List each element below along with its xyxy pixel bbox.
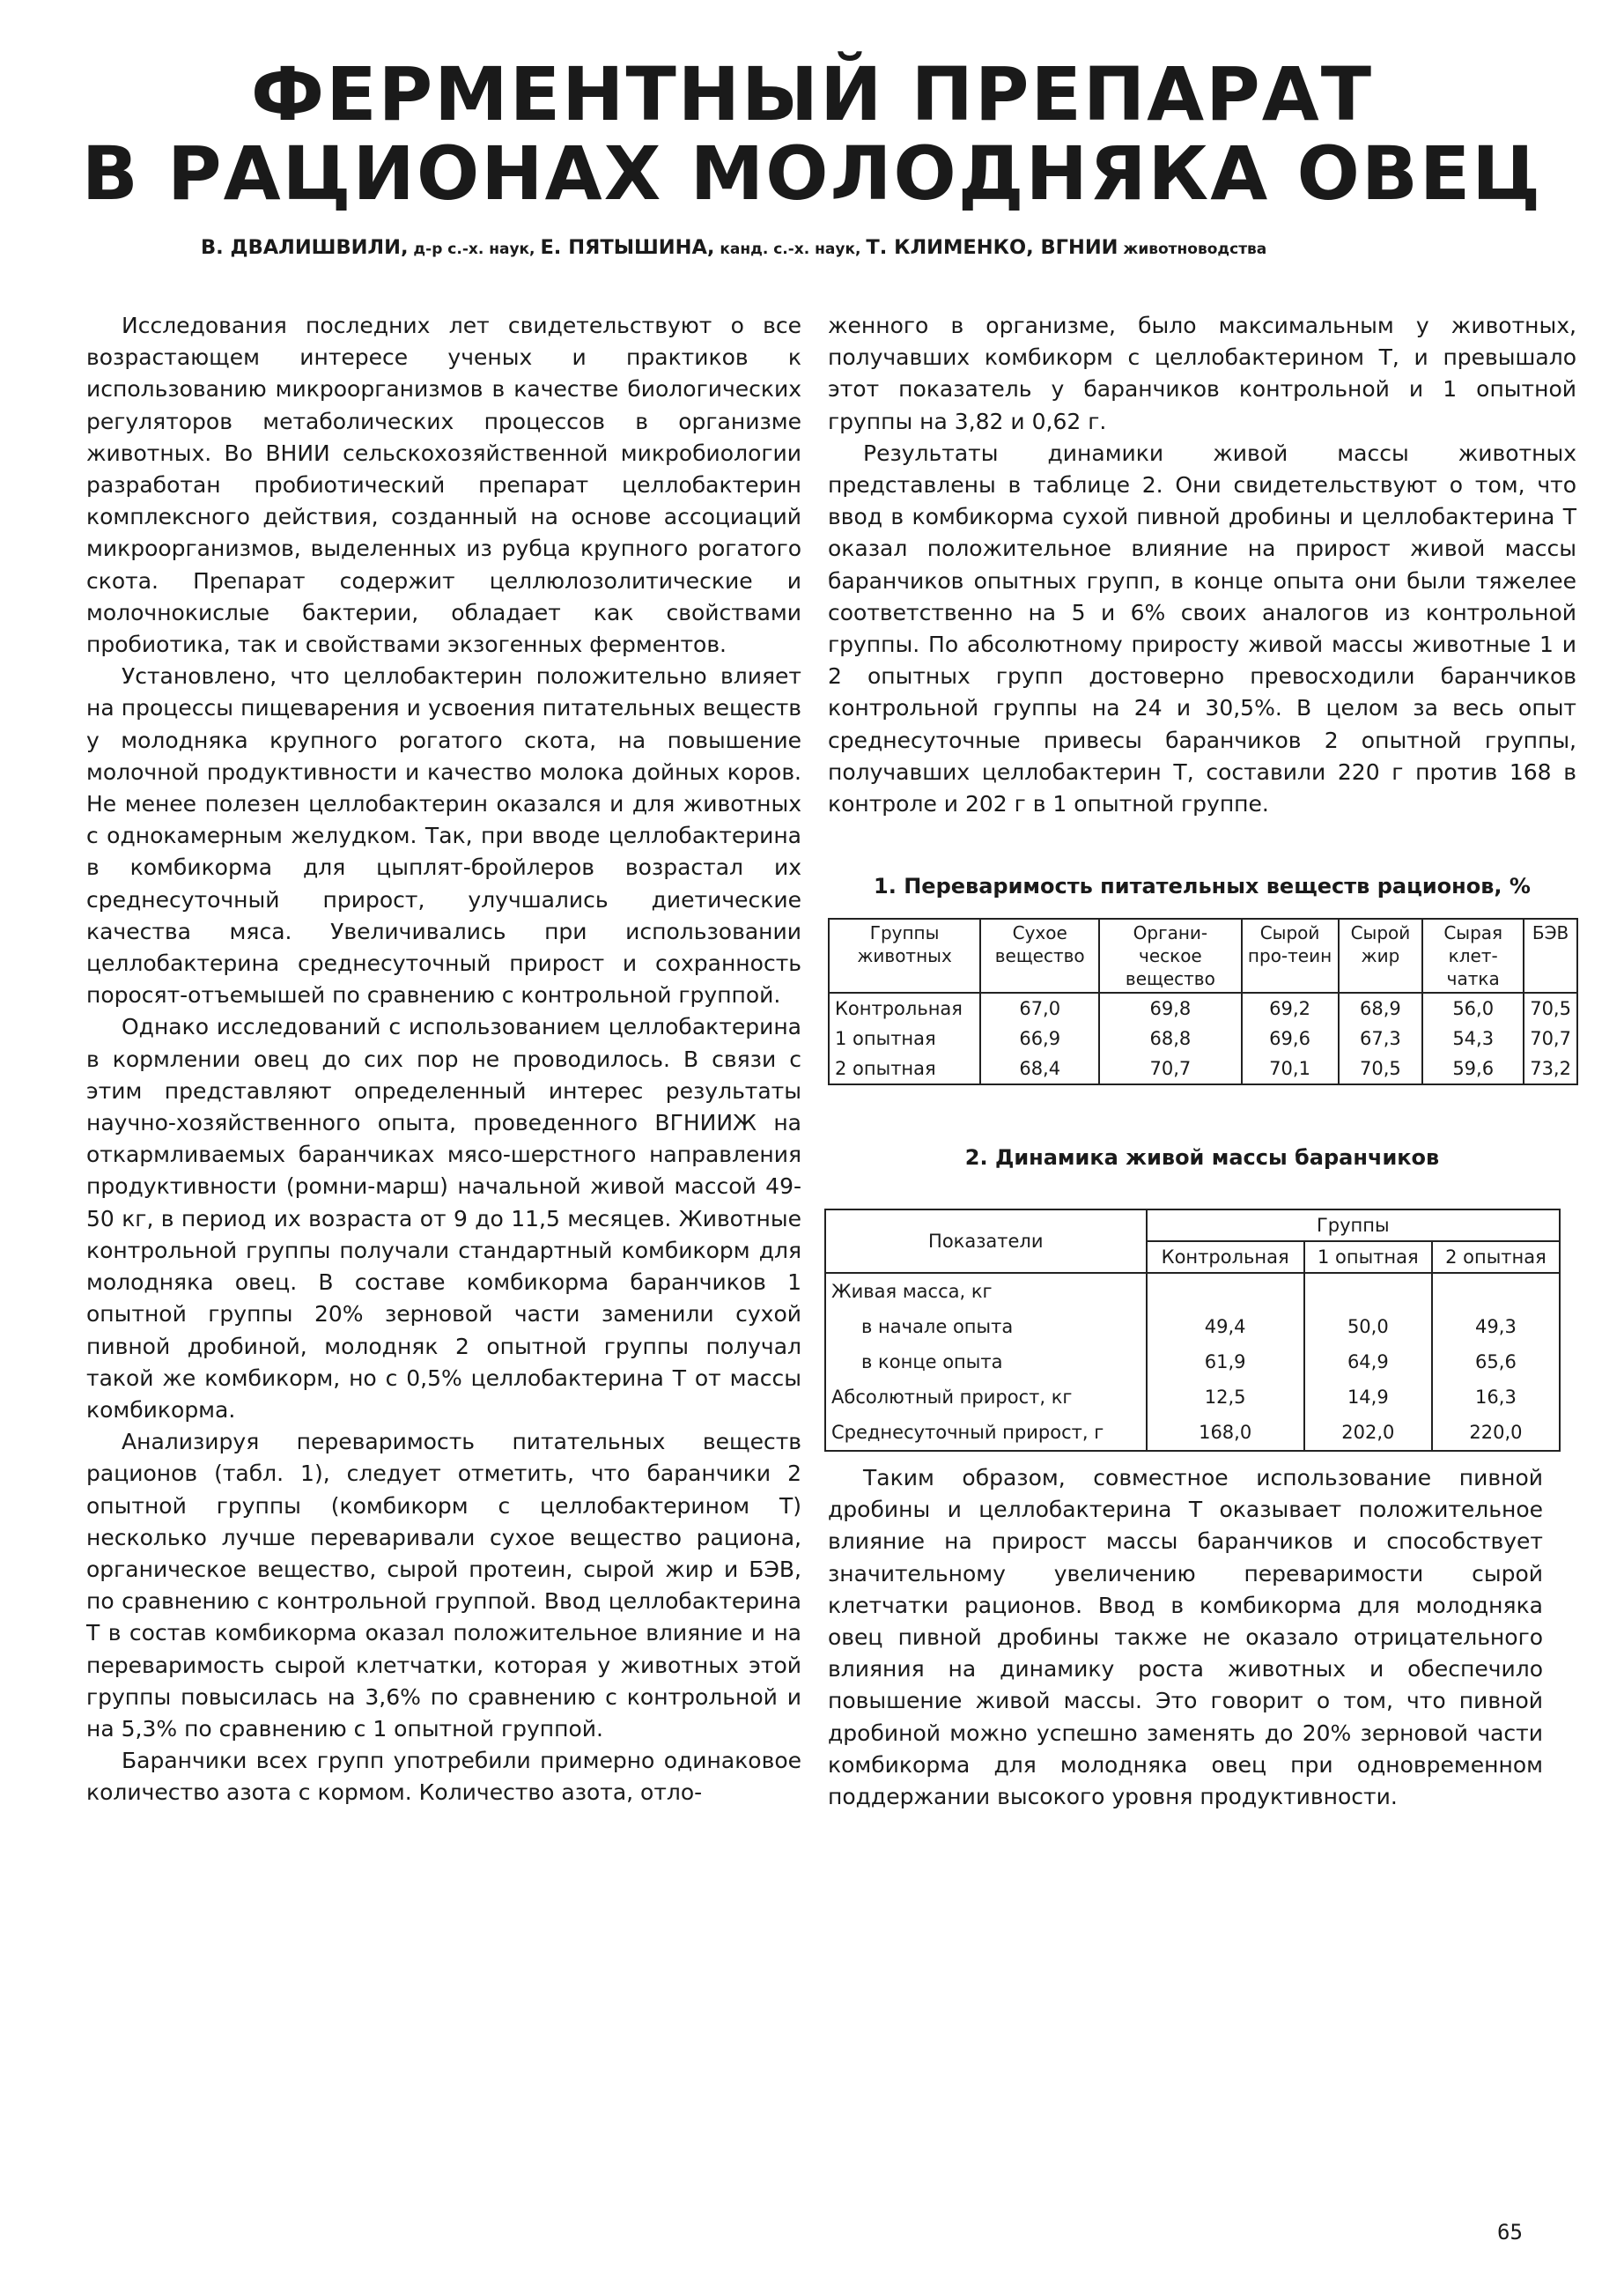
table-cell: 56,0: [1422, 993, 1524, 1024]
table-header-cell: Контрольная: [1147, 1241, 1304, 1273]
table-cell: 2 опытная: [829, 1054, 980, 1084]
table-cell: 70,5: [1339, 1054, 1423, 1084]
table-cell: 220,0: [1432, 1415, 1560, 1451]
table-cell: в начале опыта: [825, 1309, 1147, 1344]
table-header-cell: Сырая клет-чатка: [1422, 919, 1524, 993]
table-cell: 67,0: [980, 993, 1099, 1024]
table-header-row: [825, 1209, 1560, 1241]
article-title: [0, 51, 1624, 217]
table-header-cell: Сырой жир: [1339, 919, 1423, 993]
table-cell: 67,3: [1339, 1024, 1423, 1054]
table-cell: Контрольная: [829, 993, 980, 1024]
table-row: [825, 1309, 1560, 1344]
table-cell: Живая масса, кг: [825, 1273, 1147, 1309]
table-cell: 64,9: [1304, 1344, 1432, 1379]
table-live-weight: [824, 1209, 1561, 1452]
table-cell: Абсолютный прирост, кг: [825, 1379, 1147, 1415]
table-header-cell: Показатели: [825, 1209, 1147, 1273]
table-cell: 16,3: [1432, 1379, 1560, 1415]
table-cell: [1304, 1273, 1432, 1309]
paragraph: Исследования последних лет свидетельствуют о все возрастающем интересе ученых и практиков к использованию микроорганизмов в качестве биологических регуляторов метаболических процессов в организме животных. Во ВНИИ сельскохозяйственной микробиологии разработан пробиотический препарат целлобактерин комплексного действия, созданный на основе ассоциаций микроорганизмов, выделенных из рубца крупного рогатого скота. Препарат содержит целлюлозолитические и молочнокислые бактерии, обладает как свойствами пробиотика, так и свойствами экзогенных ферментов.: [86, 313, 801, 658]
table-cell: 61,9: [1147, 1344, 1304, 1379]
table-cell: в конце опыта: [825, 1344, 1147, 1379]
table-cell: 49,4: [1147, 1309, 1304, 1344]
table-row: [829, 1024, 1577, 1054]
table-digestibility: [828, 918, 1578, 1085]
author-1-degree: д-р с.-х. наук,: [408, 240, 541, 258]
title-line-1: ФЕРМЕНТНЫЙ ПРЕПАРАТ: [250, 51, 1374, 137]
title-line-2: В РАЦИОНАХ МОЛОДНЯКА ОВЕЦ: [81, 130, 1543, 217]
author-3-org: животноводства: [1118, 240, 1267, 258]
table-cell: 68,8: [1099, 1024, 1241, 1054]
table-header-cell: Группы животных: [829, 919, 980, 993]
table-row: [825, 1379, 1560, 1415]
table-cell: 202,0: [1304, 1415, 1432, 1451]
table-cell: 12,5: [1147, 1379, 1304, 1415]
table-row: [825, 1415, 1560, 1451]
table-cell: 14,9: [1304, 1379, 1432, 1415]
table-cell: 49,3: [1432, 1309, 1560, 1344]
table-header-cell: 2 опытная: [1432, 1241, 1560, 1273]
table-cell: 54,3: [1422, 1024, 1524, 1054]
table-header-cell: Сырой про-теин: [1242, 919, 1339, 993]
left-column: [86, 310, 801, 1809]
table-cell: 69,8: [1099, 993, 1241, 1024]
paragraph: Баранчики всех групп употребили примерно одинаковое количество азота с кормом. Количество азота, отло-: [86, 1748, 801, 1806]
table-cell: 68,4: [980, 1054, 1099, 1084]
table-cell: [1147, 1273, 1304, 1309]
table-cell: 66,9: [980, 1024, 1099, 1054]
author-3-name: Т. КЛИМЕНКО, ВГНИИ: [866, 236, 1118, 259]
table-row: [825, 1344, 1560, 1379]
paragraph: Результаты динамики живой массы животных представлены в таблице 2. Они свидетельствуют о том, что ввод в комбикорма сухой пивной дробины и целлобактерина Т оказал положительное влияние на прирост живой массы баранчиков опытных групп, в конце опыта они были тяжелее соответственно на 5 и 6% своих аналогов из контрольной группы. По абсолютному приросту живой массы животные 1 и 2 опытных групп достоверно превосходили баранчиков контрольной группы на 24 и 30,5%. В целом за весь опыт среднесуточные привесы баранчиков 2 опытной группы, получавших целлобактерин Т, составили 220 г против 168 в контроле и 202 г в 1 опытной группе.: [828, 440, 1576, 817]
page-number: 65: [1497, 2220, 1523, 2245]
table-cell: [1432, 1273, 1560, 1309]
table-header-cell: 1 опытная: [1304, 1241, 1432, 1273]
table-cell: 50,0: [1304, 1309, 1432, 1344]
table-1-caption: 1. Переваримость питательных веществ рационов, %: [874, 874, 1531, 899]
table-cell: 69,6: [1242, 1024, 1339, 1054]
table-2-caption: 2. Динамика живой массы баранчиков: [964, 1145, 1440, 1170]
table-cell: 65,6: [1432, 1344, 1560, 1379]
table-header-cell: Органи-ческое вещество: [1099, 919, 1241, 993]
table-cell: 70,5: [1524, 993, 1577, 1024]
table-cell: 69,2: [1242, 993, 1339, 1024]
table-header-cell: Сухое вещество: [980, 919, 1099, 993]
table-row: [829, 993, 1577, 1024]
table-cell: 59,6: [1422, 1054, 1524, 1084]
author-line: [201, 236, 1451, 259]
paragraph: Однако исследований с использованием целлобактерина в кормлении овец до сих пор не проводилось. В связи с этим представляют определенный интерес результаты научно-хозяйственного опыта, проведенного ВГНИИЖ на откармливаемых баранчиках мясо-шерстного направления продуктивности (ромни-марш) начальной живой массой 49-50 кг, в период их возраста от 9 до 11,5 месяцев. Животные контрольной группы получали стандартный комбикорм для молодняка овец. В составе комбикорма баранчиков 1 опытной группы 20% зерновой части заменили сухой пивной дробиной, молодняк 2 опытной группы получал такой же комбикорм, но с 0,5% целлобактерина Т от массы комбикорма.: [86, 1014, 801, 1423]
table-cell: Среднесуточный прирост, г: [825, 1415, 1147, 1451]
conclusion-paragraph: Таким образом, совместное использование пивной дробины и целлобактерина Т оказывает положительное влияние на прирост массы баранчиков и способствует значительному увеличению переваримости сырой клетчатки рационов. Ввод в комбикорма для молодняка овец пивной дробины также не оказало отрицательного влияния на динамику роста животных и обеспечило повышение живой массы. Это говорит о том, что пивной дробиной можно успешно заменять до 20% зерновой части комбикорма для молодняка овец при одновременном поддержании высокого уровня продуктивности.: [828, 1465, 1543, 1810]
table-cell: 70,7: [1099, 1054, 1241, 1084]
table-header-cell: БЭВ: [1524, 919, 1577, 993]
author-1-name: В. ДВАЛИШВИЛИ,: [201, 236, 409, 259]
table-cell: 1 опытная: [829, 1024, 980, 1054]
table-header-cell: Группы: [1147, 1209, 1560, 1241]
paragraph: женного в организме, было максимальным у животных, получавших комбикорм с целлобактерином Т, и превышало этот показатель у баранчиков контрольной и 1 опытной группы на 3,82 и 0,62 г.: [828, 313, 1576, 434]
table-row: [825, 1273, 1560, 1309]
table-header-row: [829, 919, 1577, 993]
paragraph: Установлено, что целлобактерин положительно влияет на процессы пищеварения и усвоения питательных веществ у молодняка крупного рогатого скота, на повышение молочной продуктивности и качество молока дойных коров. Не менее полезен целлобактерин оказался и для животных с однокамерным желудком. Так, при вводе целлобактерина в комбикорма для цыплят-бройлеров возрастал их среднесуточный прирост, улучшались диетические качества мяса. Увеличивались при использовании целлобактерина среднесуточный прирост и сохранность поросят-отъемышей по сравнению с контрольной группой.: [86, 663, 801, 1009]
table-cell: 168,0: [1147, 1415, 1304, 1451]
right-column: [828, 310, 1576, 820]
author-2-name: Е. ПЯТЫШИНА,: [540, 236, 715, 259]
table-row: [829, 1054, 1577, 1084]
table-cell: 70,1: [1242, 1054, 1339, 1084]
paragraph: Анализируя переваримость питательных веществ рационов (табл. 1), следует отметить, что баранчики 2 опытной группы (комбикорм с целлобактерином Т) несколько лучше переваривали сухое вещество рациона, органическое вещество, сырой протеин, сырой жир и БЭВ, по сравнению с контрольной группой. Ввод целлобактерина Т в состав комбикорма оказал положительное влияние и на переваримость сырой клетчатки, которая у животных этой группы повысилась на 3,6% по сравнению с контрольной и на 5,3% по сравнению с 1 опытной группой.: [86, 1429, 801, 1742]
table-cell: 70,7: [1524, 1024, 1577, 1054]
author-2-degree: канд. с.-х. наук,: [714, 240, 867, 258]
table-cell: 73,2: [1524, 1054, 1577, 1084]
table-cell: 68,9: [1339, 993, 1423, 1024]
